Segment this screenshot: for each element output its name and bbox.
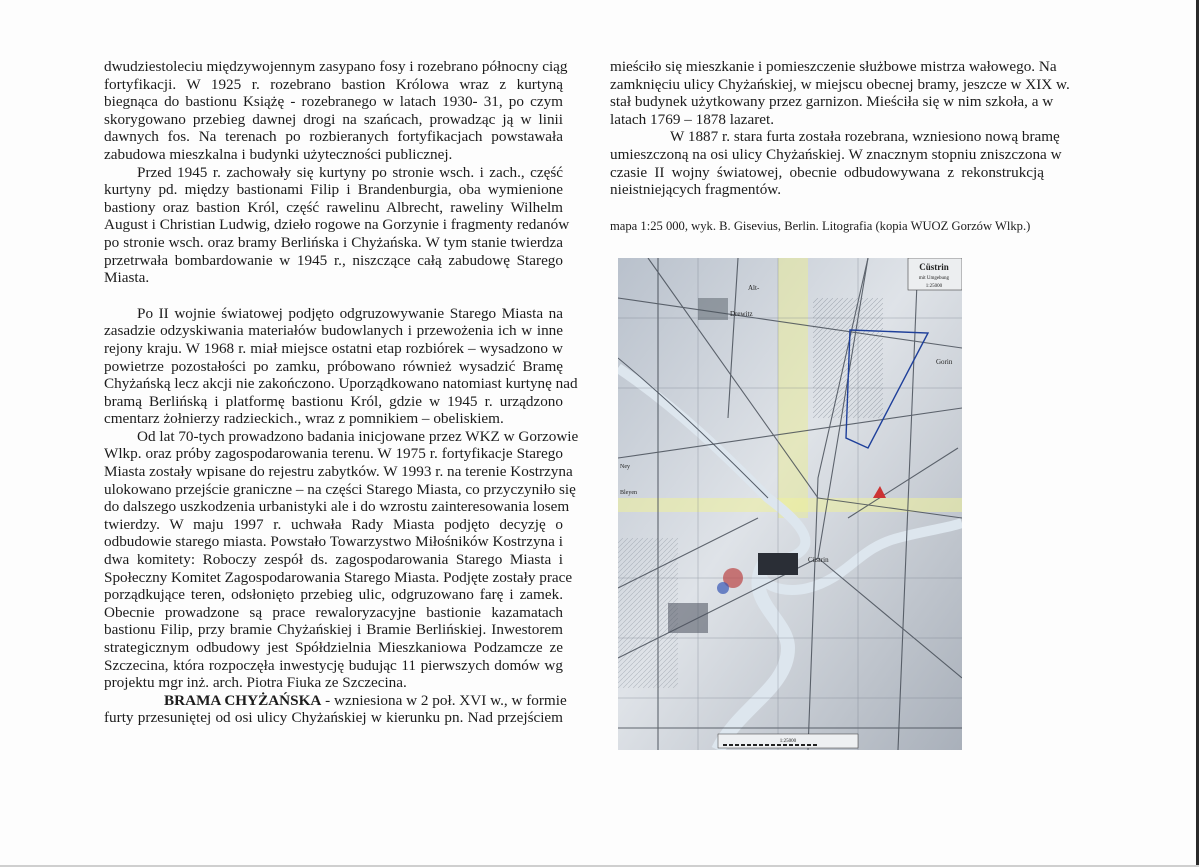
text-line (610, 145, 1062, 164)
text-line (610, 111, 1044, 129)
text-line (104, 76, 563, 94)
text-line (104, 657, 563, 675)
paragraph (104, 58, 568, 164)
text-line-content: skorygowano przebieg dawnej drogi na szańcach, prowadząc ją w linii (104, 110, 563, 128)
text-line-content: zamknięciu ulicy Chyżańskiej, w miejscu obecnej bramy, jeszcze w XIX w. (610, 75, 1070, 93)
text-line-content: rejony kraju. W 1968 r. miał miejsce ostatni etap rozbiórek – wysadzono w (104, 339, 563, 357)
text-line-content: Obecnie prowadzone są prace rewaloryzacyjne bastionie kazamatach (104, 603, 563, 621)
text-line-content: dwa komitety: Roboczy zespół ds. zagospodarowania Starego Miasta i (104, 551, 563, 569)
text-line (104, 234, 563, 252)
text-line (104, 586, 563, 604)
text-line-content: dwudziestoleciu międzywojennym zasypano fosy i rozebrano północny ciąg (104, 58, 568, 75)
text-line (104, 551, 563, 569)
text-line-content: Miasta zostały wpisane do rejestru zabytków. W 1993 r. na terenie Kostrzyna (104, 463, 573, 481)
text-line-content: czasie II wojny światowej, obecnie odbudowywana z rekonstrukcją (610, 163, 1044, 181)
text-line (610, 181, 1044, 199)
text-line-content: powietrze pozostałości po zamku, próbowano również wysadzić Bramę (104, 357, 563, 375)
text-line-content: projektu mgr inż. arch. Piotra Fiuka ze Szczecina. (104, 674, 407, 692)
text-line (104, 639, 563, 657)
historical-map-image (618, 258, 962, 750)
text-line-content: odbudowie starego miasta. Powstało Towarzystwo Miłośników Kostrzyna i (104, 533, 563, 551)
map-scale-top: 1:25000 (925, 284, 943, 289)
text-line (104, 146, 563, 164)
left-text-column (104, 58, 579, 727)
text-line (104, 181, 563, 199)
text-line (104, 533, 563, 551)
text-line-content: kurtyny pd. między bastionami Filip i Brandenburgia, oba wymienione (104, 181, 563, 199)
text-line-content: zasadzie odzyskiwania materiałów budowlanych i przewożenia ich w inne (104, 322, 563, 340)
text-line (104, 568, 573, 587)
text-line (104, 305, 563, 323)
paragraph-gap (104, 287, 563, 305)
map-scale-bottom: 1:25000 (779, 739, 797, 744)
text-line-content: przetrwała bombardowanie w 1945 r., niszczące całą zabudowę Starego (104, 251, 563, 269)
text-line (104, 128, 563, 146)
section-heading: BRAMA CHYŻAŃSKA (164, 691, 322, 709)
text-line-content: - wzniesiona w 2 poł. XVI w., w formie (321, 691, 567, 709)
text-line (104, 358, 563, 376)
text-line (104, 269, 563, 287)
text-line-content: mieściło się mieszkanie i pomieszczenie służbowe mistrza wałowego. Na (610, 58, 1057, 75)
text-line (104, 216, 570, 234)
text-line-content: Społeczny Komitet Zagospodarowania Starego Miasta. Podjęte zostały prace (104, 568, 573, 586)
text-line-content: umieszczoną na osi ulicy Chyżańskiej. W znacznym stopniu zniszczona w (610, 145, 1062, 163)
map-subtitle: mit Umgebung (918, 276, 950, 281)
text-line (104, 93, 563, 111)
text-line (610, 93, 1054, 111)
text-line-content: bastionu Filip, przy bramie Chyżańskiej i Bramie Berlińskiej. Inwestorem (104, 621, 563, 639)
text-line-content: Miasta. (104, 269, 150, 287)
text-line (104, 340, 563, 358)
text-line-content: cmentarz żołnierzy radzieckich., wraz z pomnikiem – obeliskiem. (104, 410, 504, 428)
text-line (610, 58, 1057, 76)
paragraph (104, 691, 567, 727)
text-line-content: strategicznym odbudowy jest Spółdzielnia Mieszkaniowa Podzamcze ze (104, 639, 563, 656)
text-line (104, 164, 563, 182)
text-line (104, 498, 570, 516)
text-line (104, 480, 576, 499)
text-line (104, 621, 563, 639)
text-line (610, 164, 1044, 182)
text-line (104, 58, 568, 76)
text-line-content: porządkujące teren, odsłonięto przebieg ulic, odgruzowano farę i zamek. (104, 586, 563, 604)
right-text-column (610, 58, 1070, 199)
text-line-content: Po II wojnie światowej podjęto odgruzowywanie Starego Miasta na (137, 304, 563, 322)
text-line-content: po stronie wsch. oraz bramy Berlińska i Chyżańska. W tym stanie twierdza (104, 233, 563, 251)
text-line-content: Wlkp. oraz próby zagospodarowania terenu. W 1975 r. fortyfikacje Starego (104, 445, 563, 463)
text-line-content: stał budynek użytkowany przez garnizon. Mieściła się w nim szkoła, a w (610, 93, 1054, 111)
text-line (610, 128, 1060, 146)
text-line (104, 691, 567, 710)
text-line (104, 445, 563, 463)
text-line-content: zabudowa mieszkalna i budynki użyteczności publicznej. (104, 145, 453, 163)
text-line-content: bastiony oraz bastion Król, część rawelinu Albrecht, raweliny Wilhelm (104, 198, 563, 216)
text-line-content: nieistniejących fragmentów. (610, 181, 782, 199)
text-line-content: Przed 1945 r. zachowały się kurtyny po stronie wsch. i zach., część (137, 163, 563, 181)
text-line (610, 75, 1070, 94)
text-line (104, 427, 579, 446)
text-line-content: do dalszego uszkodzenia urbanistyki ale i do wzrostu zainteresowania losem (104, 498, 570, 516)
text-line-content: Od lat 70-tych prowadzono badania inicjowane przez WKZ w Gorzowie (137, 427, 579, 445)
paragraph (104, 304, 578, 428)
text-line (104, 709, 563, 727)
map-caption: mapa 1:25 000, wyk. B. Gisevius, Berlin. Litografia (kopia WUOZ Gorzów Wlkp.) (610, 219, 1031, 233)
text-line (104, 375, 578, 393)
fortress-mark (758, 553, 798, 575)
text-line-content: Szczecina, która rozpoczęła inwestycję budując 11 pierwszych domów wg (104, 656, 563, 674)
map-title: Cüstrin (919, 262, 949, 272)
text-line (104, 516, 563, 534)
map-label: Gorin (936, 358, 953, 366)
text-line-content: ulokowano przejście graniczne – na części Starego Miasta, co przyczyniło się (104, 480, 576, 498)
text-line-content: fortyfikacji. W 1925 r. rozebrano bastion Królowa wraz z kurtyną (104, 75, 563, 93)
text-line (104, 604, 563, 622)
text-line-content: twierdzy. W maju 1997 r. uchwała Rady Miasta podjęto decyzję o (104, 515, 563, 533)
map-label: Drewitz (730, 310, 753, 318)
paragraph (104, 163, 570, 287)
paragraph (610, 58, 1070, 128)
text-line-content: Chyżańską lecz akcji nie zakończono. Uporządkowano natomiast kurtynę nad (104, 375, 578, 393)
text-line (104, 199, 563, 217)
text-line-content: dawnych fos. Na terenach po rozbieranych fortyfikacjach powstawała (104, 128, 563, 146)
text-line (104, 252, 563, 270)
map-label: Cüstrin (808, 556, 829, 564)
text-line (104, 111, 563, 129)
map-label: Bleyen (620, 490, 637, 496)
map-label: Alt- (748, 284, 760, 292)
text-line-content: latach 1769 – 1878 lazaret. (610, 110, 775, 128)
text-line-content: W 1887 r. stara furta została rozebrana, wzniesiono nową bramę (670, 128, 1060, 146)
text-line (104, 393, 563, 411)
text-line (104, 322, 563, 340)
text-line (104, 463, 573, 481)
text-line-content: furty przesuniętej od osi ulicy Chyżańskiej w kierunku pn. Nad przejściem (104, 709, 563, 727)
text-line (104, 674, 563, 692)
text-line (104, 410, 563, 428)
paragraph (104, 427, 579, 692)
text-line-content: biegnąca do bastionu Książę - rozebranego w latach 1930- 31, po czym (104, 93, 563, 111)
text-line-content: bramą Berlińską i platformę bastionu Król, gdzie w 1945 r. urządzono (104, 392, 563, 410)
text-line-content: August i Christian Ludwig, dzieło rogowe na Gorzynie i fragmenty redanów (104, 216, 570, 234)
paragraph (610, 128, 1062, 199)
map-label: Ney (620, 464, 630, 470)
